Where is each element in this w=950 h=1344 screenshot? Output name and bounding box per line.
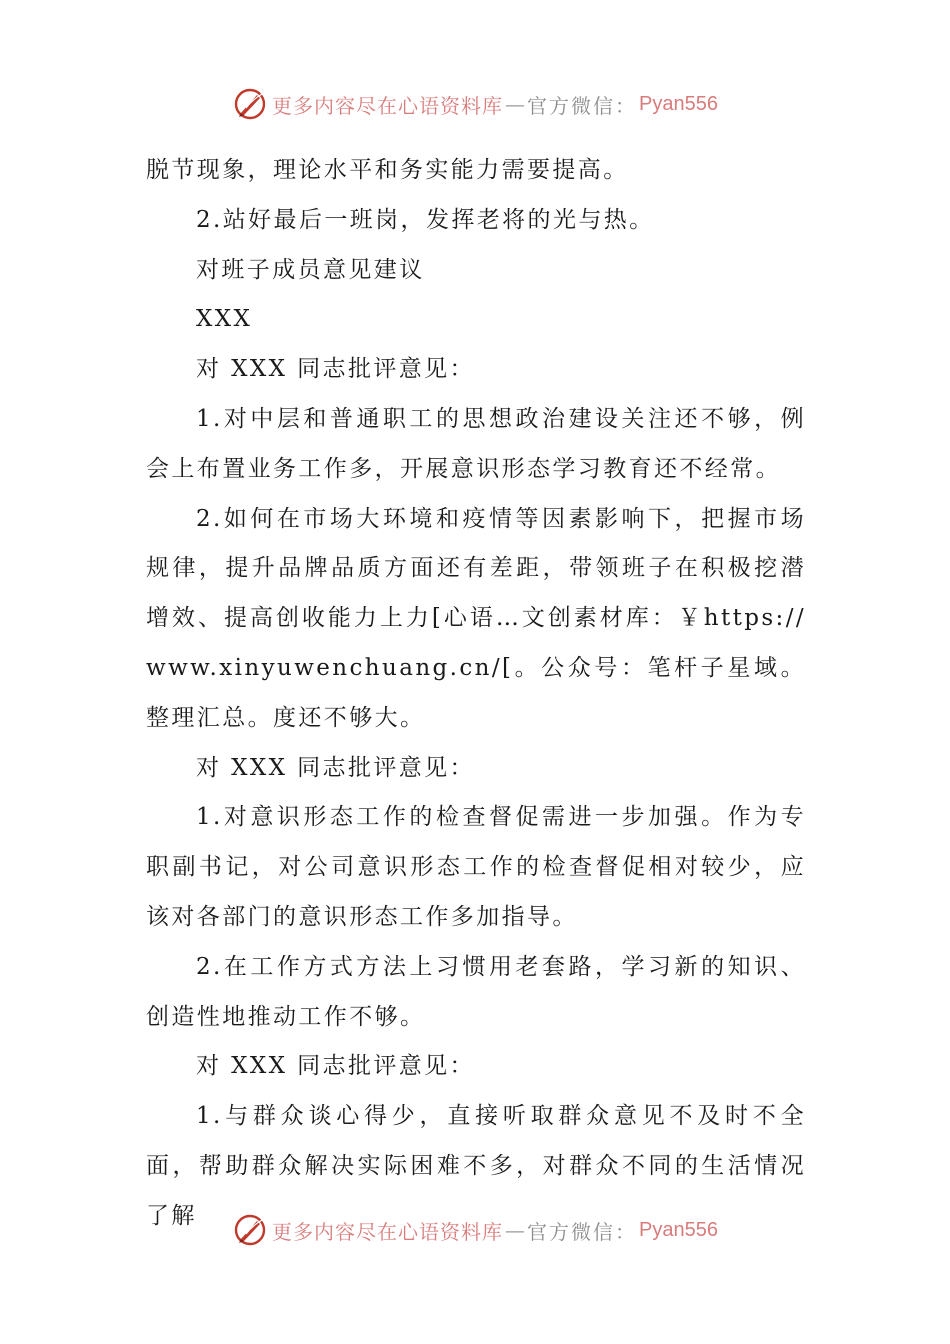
paragraph-item: 1.与群众谈心得少，直接听取群众意见不及时不全面，帮助群众解决实际困难不多，对群众不同的生活情况了解 [146,1103,806,1229]
criticism-heading: 对 XXX 同志批评意见： [196,754,475,781]
paragraph-item: 2.在工作方式方法上习惯用老套路，学习新的知识、创造性地推动工作不够。 [146,953,806,1030]
paragraph-item: 1.对中层和普通职工的思想政治建设关注还不够，例会上布置业务工作多，开展意识形态学习教育还不经常。 [146,405,806,482]
paragraph-item: 2.如何在市场大环境和疫情等因素影响下，把握市场规律，提升品牌品质方面还有差距，带领班子在积极挖潜增效、提高创收能力上力[心语…文创素材库：￥https://www.xinyuwenchuang.cn/[。公众号：笔杆子星域。整理汇总。度还不够大。 [146,505,806,731]
header-wechat-label: 官方微信： [527,93,638,118]
footer-brand-text: 更多内容尽在心语资料库 [272,1219,504,1244]
footer-wechat-label: 官方微信： [527,1219,638,1244]
criticism-heading: 对 XXX 同志批评意见： [196,1053,475,1080]
pen-logo-icon [232,1212,268,1248]
section-heading: 对班子成员意见建议 [196,256,425,283]
paragraph-item: 2.站好最后一班岗，发挥老将的光与热。 [196,206,655,233]
page-footer-banner [0,1208,950,1252]
header-wechat-id: Pyan556 [639,92,718,115]
page-header-banner [0,82,950,126]
footer-wechat-id: Pyan556 [639,1218,718,1241]
member-name: XXX [196,306,253,333]
paragraph-continuation: 脱节现象，理论水平和务实能力需要提高。 [146,157,629,183]
document-body [146,146,806,1242]
pen-logo-icon [232,86,268,122]
header-dash: — [505,92,526,116]
paragraph-item: 1.对意识形态工作的检查督促需进一步加强。作为专职副书记，对公司意识形态工作的检查督促相对较少，应该对各部门的意识形态工作多加指导。 [146,804,806,930]
header-brand-text: 更多内容尽在心语资料库 [272,93,504,118]
criticism-heading: 对 XXX 同志批评意见： [196,356,475,383]
footer-dash: — [505,1218,526,1242]
